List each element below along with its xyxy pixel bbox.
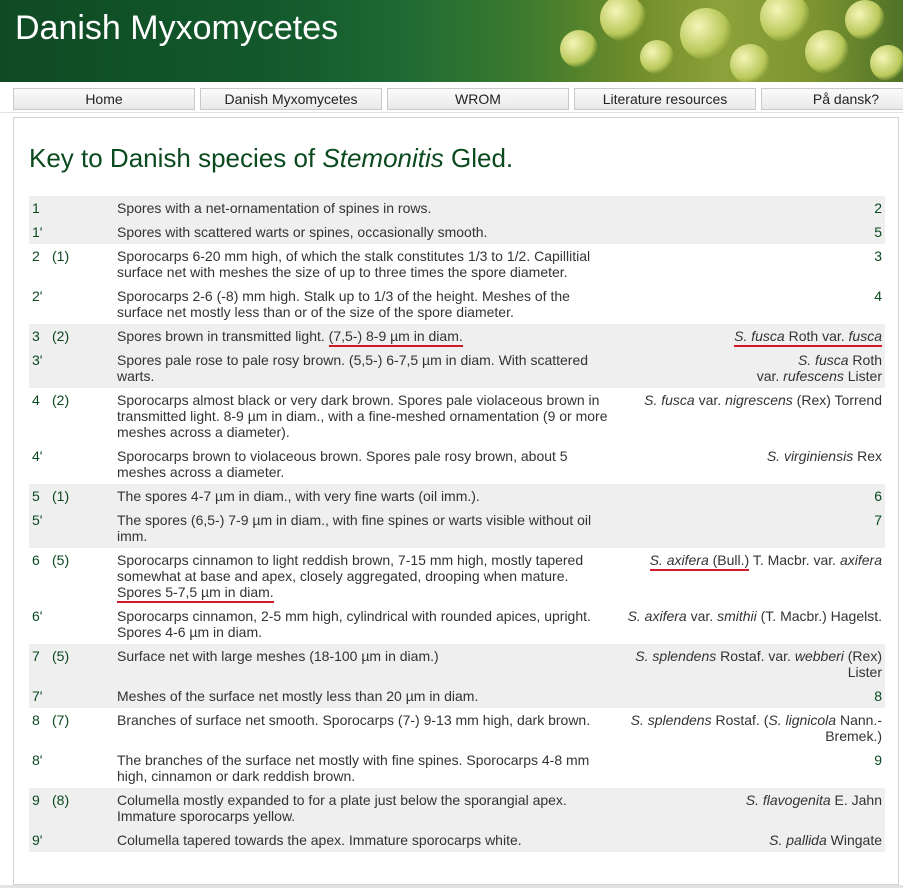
step-result bbox=[615, 244, 885, 284]
step-number: 4 bbox=[32, 392, 40, 408]
step-reference bbox=[52, 508, 117, 548]
taxon-name: nigrescens bbox=[725, 392, 793, 408]
step-reference bbox=[52, 284, 117, 324]
step-link[interactable]: 2 bbox=[874, 200, 882, 216]
key-row bbox=[29, 644, 885, 684]
step-description bbox=[117, 684, 615, 708]
text-segment: Sporocarps cinnamon, 2-5 mm high, cylindrical with rounded apices, upright. Spores 4-6 µm in diam. bbox=[117, 608, 591, 640]
step-description bbox=[117, 444, 615, 484]
text-segment: Spores with scattered warts or spines, occasionally smooth. bbox=[117, 224, 488, 240]
text-segment: Roth bbox=[848, 352, 882, 368]
taxon-name: S. pallida bbox=[769, 832, 827, 848]
taxon-name: S. splendens bbox=[630, 712, 712, 728]
step-result bbox=[615, 220, 885, 244]
step-number: 3 bbox=[29, 324, 52, 348]
text-segment: Sporocarps cinnamon to light reddish brown, 7-15 mm high, mostly tapered somewhat at base and apex, closely aggregated, drooping when mature. bbox=[117, 552, 584, 584]
step-description bbox=[117, 788, 615, 828]
text-segment: Rex bbox=[853, 448, 882, 464]
step-number: 9' bbox=[29, 828, 52, 852]
step-result bbox=[615, 508, 885, 548]
step-description bbox=[117, 348, 615, 388]
taxon-name: webberi bbox=[794, 648, 844, 664]
text-segment: Sporocarps 6-20 mm high, of which the stalk constitutes 1/3 to 1/2. Capillitial surface net with meshes the size of up to three times the spore diameter. bbox=[117, 248, 591, 280]
step-description bbox=[117, 324, 615, 348]
text-segment: The spores 4-7 µm in diam., with very fine warts (oil imm.). bbox=[117, 488, 480, 504]
taxon-name: S. lignicola bbox=[768, 712, 837, 728]
step-result bbox=[615, 484, 885, 508]
step-reference: (2) bbox=[52, 324, 117, 348]
text-segment: (Bull.) bbox=[709, 552, 749, 571]
step-description bbox=[117, 220, 615, 244]
step-reference: (7) bbox=[52, 712, 70, 728]
taxon-name: S. virginiensis bbox=[766, 448, 854, 464]
taxon-name: S. axifera bbox=[650, 552, 709, 571]
key-row bbox=[29, 548, 885, 604]
text-segment: var. bbox=[756, 368, 784, 384]
step-link[interactable]: 7 bbox=[874, 512, 882, 528]
step-description bbox=[117, 484, 615, 508]
step-description bbox=[117, 708, 615, 748]
step-link[interactable]: 4 bbox=[874, 288, 882, 304]
key-row bbox=[29, 788, 885, 828]
step-reference: (1) bbox=[52, 484, 117, 508]
text-segment: (T. Macbr.) Hagelst. bbox=[756, 608, 882, 624]
text-segment: (7,5-) 8-9 µm in diam. bbox=[329, 328, 463, 347]
step-reference bbox=[52, 196, 117, 220]
key-row bbox=[29, 484, 885, 508]
taxon-name: rufescens bbox=[783, 368, 844, 384]
step-number: 8' bbox=[32, 752, 43, 768]
step-reference: (2) bbox=[52, 392, 70, 408]
step-result bbox=[615, 684, 885, 708]
text-segment: The spores (6,5-) 7-9 µm in diam., with fine spines or warts visible without oil imm. bbox=[117, 512, 592, 544]
step-number: 1' bbox=[29, 220, 52, 244]
key-row bbox=[29, 708, 885, 748]
text-segment: var. bbox=[686, 608, 718, 624]
step-link[interactable]: 8 bbox=[874, 688, 882, 704]
top-navigation bbox=[0, 84, 903, 113]
step-result bbox=[615, 828, 885, 852]
step-result bbox=[615, 196, 885, 220]
step-number: 6' bbox=[32, 608, 43, 624]
main-content bbox=[13, 117, 899, 885]
step-number: 4' bbox=[32, 448, 43, 464]
step-number: 8 bbox=[32, 712, 40, 728]
step-result bbox=[615, 548, 885, 604]
text-segment: Meshes of the surface net mostly less than 20 µm in diam. bbox=[117, 688, 479, 704]
nav-pa-dansk[interactable]: På dansk? bbox=[761, 88, 903, 110]
step-description bbox=[117, 644, 615, 684]
key-row bbox=[29, 748, 885, 788]
step-reference bbox=[52, 684, 117, 708]
text-segment: Lister bbox=[843, 368, 882, 384]
key-row bbox=[29, 684, 885, 708]
key-row bbox=[29, 324, 885, 348]
step-description bbox=[117, 284, 615, 324]
key-row bbox=[29, 508, 885, 548]
step-reference bbox=[52, 220, 117, 244]
step-result bbox=[615, 388, 885, 444]
text-segment: T. Macbr. var. bbox=[749, 552, 840, 568]
text-segment: Branches of surface net smooth. Sporocarps (7-) 9-13 mm high, dark brown. bbox=[117, 712, 591, 728]
text-segment: Roth var. bbox=[785, 328, 849, 347]
key-row bbox=[29, 284, 885, 324]
key-row bbox=[29, 220, 885, 244]
text-segment: Nann.-Bremek.) bbox=[825, 712, 882, 744]
step-description bbox=[117, 604, 615, 644]
text-segment: Columella mostly expanded to for a plate just below the sporangial apex. Immature sporocarps yellow. bbox=[117, 792, 567, 824]
step-link[interactable]: 6 bbox=[874, 488, 882, 504]
step-number: 7 bbox=[29, 644, 52, 684]
taxon-name: axifera bbox=[839, 552, 882, 568]
taxon-name: smithii bbox=[717, 608, 757, 624]
step-result bbox=[615, 604, 885, 644]
step-reference: (8) bbox=[52, 788, 117, 828]
taxon-name: fusca bbox=[849, 328, 882, 347]
page-title-genus: Stemonitis bbox=[322, 143, 444, 173]
text-segment: Columella tapered towards the apex. Immature sporocarps white. bbox=[117, 832, 522, 848]
step-reference: (5) bbox=[52, 552, 70, 568]
page-title: Key to Danish species of Stemonitis Gled. bbox=[29, 143, 514, 173]
text-segment: Spores with a net-ornamentation of spines in rows. bbox=[117, 200, 432, 216]
step-result bbox=[615, 788, 885, 828]
step-description bbox=[117, 828, 615, 852]
key-row bbox=[29, 388, 885, 444]
step-number: 6 bbox=[32, 552, 40, 568]
text-segment: Spores pale rose to pale rosy brown. (5,5-) 6-7,5 µm in diam. With scattered warts. bbox=[117, 352, 589, 384]
step-description bbox=[117, 388, 615, 444]
taxon-name: S. flavogenita bbox=[745, 792, 831, 808]
step-link[interactable]: 3 bbox=[874, 248, 882, 264]
step-number: 2 bbox=[32, 248, 40, 264]
step-number: 5 bbox=[29, 484, 52, 508]
nav-wrom[interactable]: WROM bbox=[387, 88, 569, 110]
step-reference: (1) bbox=[52, 248, 70, 264]
key-row bbox=[29, 348, 885, 388]
key-row bbox=[29, 196, 885, 220]
taxon-name: S. fusca bbox=[644, 392, 695, 408]
step-number: 7' bbox=[29, 684, 52, 708]
step-result bbox=[615, 284, 885, 324]
step-number: 9 bbox=[29, 788, 52, 828]
step-description bbox=[117, 748, 615, 788]
step-reference bbox=[52, 828, 117, 852]
key-row bbox=[29, 444, 885, 484]
step-link[interactable]: 9 bbox=[874, 752, 882, 768]
key-row bbox=[29, 604, 885, 644]
step-result bbox=[615, 324, 885, 348]
text-segment: Sporocarps almost black or very dark brown. Spores pale violaceous brown in transmitted light. 8-9 µm in diam., with a fine-meshed ornamentation (9 or more meshes across a diameter). bbox=[117, 392, 608, 440]
text-segment: The branches of the surface net mostly with fine spines. Sporocarps 4-8 mm high, cinnamon or dark reddish brown. bbox=[117, 752, 590, 784]
step-number: 2' bbox=[32, 288, 43, 304]
text-segment: (Rex) Lister bbox=[843, 648, 882, 680]
step-description bbox=[117, 196, 615, 220]
text-segment: Rostaf. var. bbox=[716, 648, 795, 664]
key-row bbox=[29, 244, 885, 284]
step-number: 3' bbox=[29, 348, 52, 388]
text-segment: Wingate bbox=[826, 832, 882, 848]
text-segment: (Rex) Torrend bbox=[792, 392, 882, 408]
nav-literature-resources[interactable]: Literature resources bbox=[574, 88, 756, 110]
text-segment: E. Jahn bbox=[830, 792, 882, 808]
step-result bbox=[615, 348, 885, 388]
text-segment: Surface net with large meshes (18-100 µm in diam.) bbox=[117, 648, 439, 664]
step-link[interactable]: 5 bbox=[874, 224, 882, 240]
taxon-name: S. splendens bbox=[635, 648, 717, 664]
nav-home[interactable]: Home bbox=[13, 88, 195, 110]
step-description bbox=[117, 508, 615, 548]
text-segment: Rostaf. ( bbox=[711, 712, 769, 728]
text-segment: Sporocarps brown to violaceous brown. Spores pale rosy brown, about 5 meshes across a diameter. bbox=[117, 448, 568, 480]
key-row bbox=[29, 828, 885, 852]
step-description bbox=[117, 548, 615, 604]
taxon-name: S. fusca bbox=[797, 352, 849, 368]
text-segment: Spores brown in transmitted light. bbox=[117, 328, 329, 344]
step-number: 1 bbox=[29, 196, 52, 220]
text-segment: Spores 5-7,5 µm in diam. bbox=[117, 584, 274, 603]
step-reference: (5) bbox=[52, 644, 117, 684]
step-description bbox=[117, 244, 615, 284]
text-segment: var. bbox=[694, 392, 726, 408]
site-banner bbox=[0, 0, 903, 82]
step-reference bbox=[52, 444, 117, 484]
step-number: 5' bbox=[29, 508, 52, 548]
taxon-name: S. axifera bbox=[627, 608, 687, 624]
site-title: Danish Myxomycetes bbox=[15, 9, 339, 47]
step-reference bbox=[52, 604, 117, 644]
step-result bbox=[615, 748, 885, 788]
species-key-table bbox=[29, 196, 885, 852]
nav-danish-myxomycetes[interactable]: Danish Myxomycetes bbox=[200, 88, 382, 110]
step-result bbox=[615, 444, 885, 484]
step-reference bbox=[52, 348, 117, 388]
text-segment: Sporocarps 2-6 (-8) mm high. Stalk up to 1/3 of the height. Meshes of the surface net mostly less than or of the size of the spore diameter. bbox=[117, 288, 570, 320]
taxon-name: S. fusca bbox=[734, 328, 785, 347]
step-reference bbox=[52, 748, 117, 788]
step-result bbox=[615, 644, 885, 684]
step-result bbox=[615, 708, 885, 748]
